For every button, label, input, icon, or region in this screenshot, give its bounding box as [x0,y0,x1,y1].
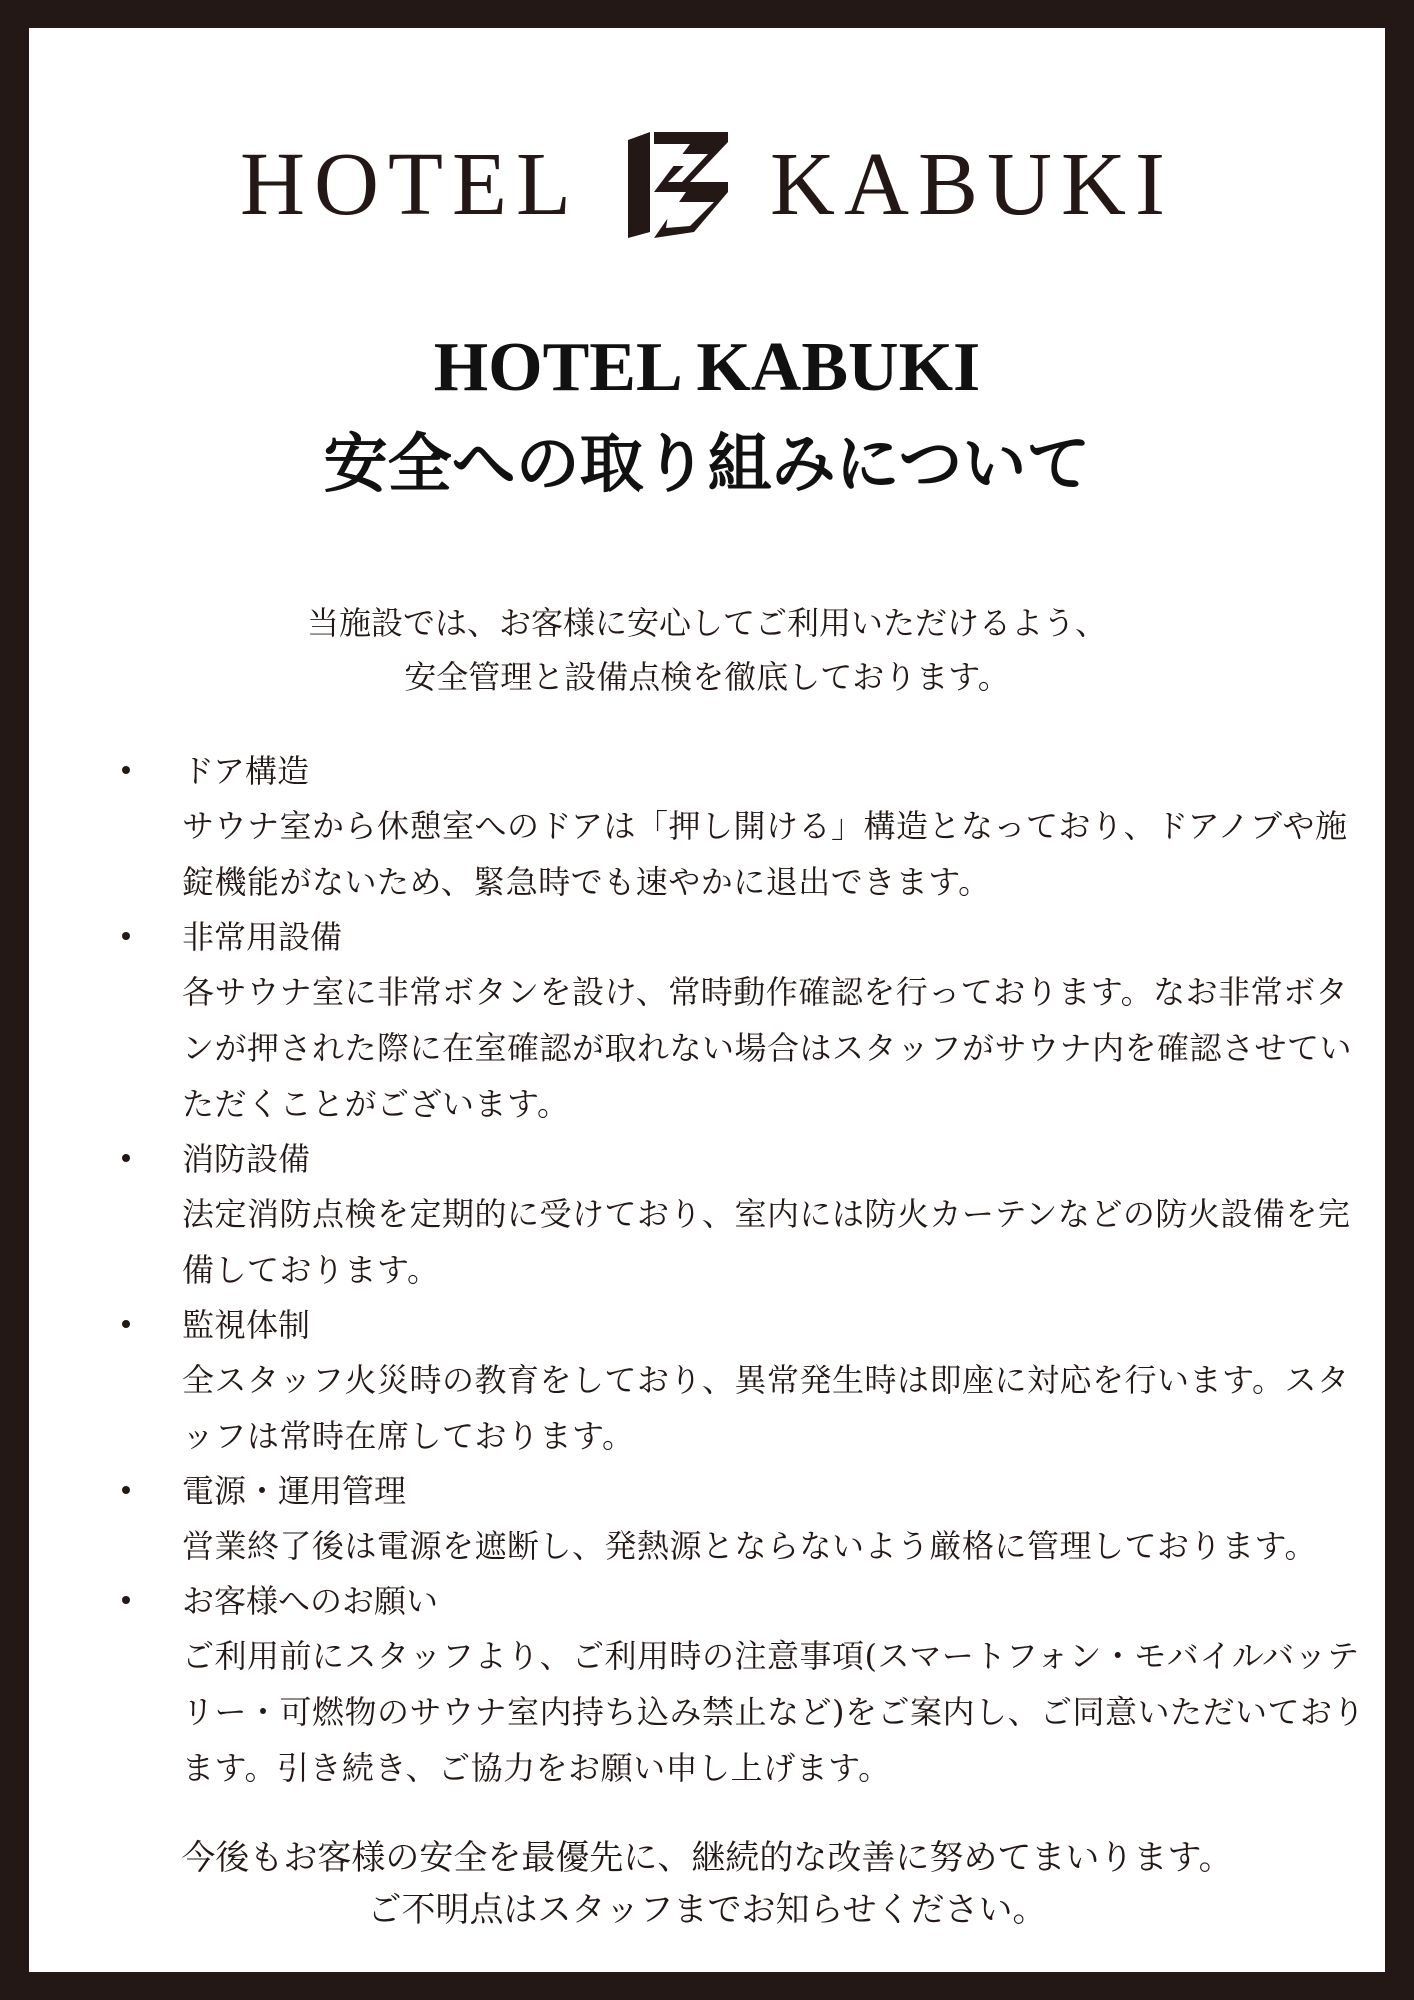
page-title-en: HOTEL KABUKI [433,329,981,406]
bullet-icon [122,766,130,774]
logo-word-kabuki: KABUKI [769,135,1174,234]
notice-sheet [29,28,1385,1972]
closing-line-2: ご不明点はスタッフまでお知らせください。 [367,1890,1047,1930]
item-heading: 消防設備 [182,1140,311,1178]
item-heading: ドア構造 [182,752,310,790]
list-item [117,1464,1377,1574]
hotel-kabuki-k-mark-icon [624,132,732,238]
list-item [117,910,1377,1132]
item-description: 全スタッフ火災時の教育をしており、異常発生時は即座に対応を行います。スタッフは常時在席しております。 [182,1361,1350,1455]
item-description: 法定消防点検を定期的に受けており、室内には防火カーテンなどの防火設備を完備しております。 [182,1195,1351,1289]
bullet-icon [122,1596,130,1604]
list-item [117,1298,1377,1464]
intro-line-2: 安全管理と設備点検を徹底しております。 [404,658,1010,696]
bullet-icon [122,1486,130,1494]
item-description: サウナ室から休憩室へのドアは「押し開ける」構造となっており、ドアノブや施錠機能がないため、緊急時でも速やかに退出できます。 [182,807,1348,901]
closing-text [29,1832,1385,1936]
item-description: 各サウナ室に非常ボタンを設け、常時動作確認を行っております。なお非常ボタンが押された際に在室確認が取れない場合はスタッフがサウナ内を確認させていただくことがございます。 [182,973,1353,1123]
item-heading: お客様へのお願い [182,1582,439,1620]
list-item [117,744,1377,910]
intro-text [29,596,1385,704]
safety-measures-list [117,744,1377,1796]
list-item [117,1132,1377,1298]
list-item [117,1574,1377,1796]
hotel-logo [29,130,1385,240]
item-description: ご利用前にスタッフより、ご利用時の注意事項(スマートフォン・モバイルバッテリー・可燃物のサウナ室内持ち込み禁止など)をご案内し、ご同意いただいております。引き続き、ご協力をお願い申し上げます。 [182,1637,1365,1787]
bullet-icon [122,932,130,940]
bullet-icon [122,1320,130,1328]
closing-line-1: 今後もお客様の安全を最優先に、継続的な改善に努めてまいります。 [181,1838,1233,1878]
intro-line-1: 当施設では、お客様に安心してご利用いただけるよう、 [306,604,1107,642]
item-heading: 監視体制 [182,1306,311,1344]
bullet-icon [122,1154,130,1162]
item-description: 営業終了後は電源を遮断し、発熱源とならないよう厳格に管理しております。 [182,1527,1317,1565]
page-title-ja: 安全への取り組みについて [323,427,1091,502]
item-heading: 非常用設備 [182,918,343,956]
item-heading: 電源・運用管理 [182,1472,407,1510]
logo-word-hotel: HOTEL [240,135,580,234]
